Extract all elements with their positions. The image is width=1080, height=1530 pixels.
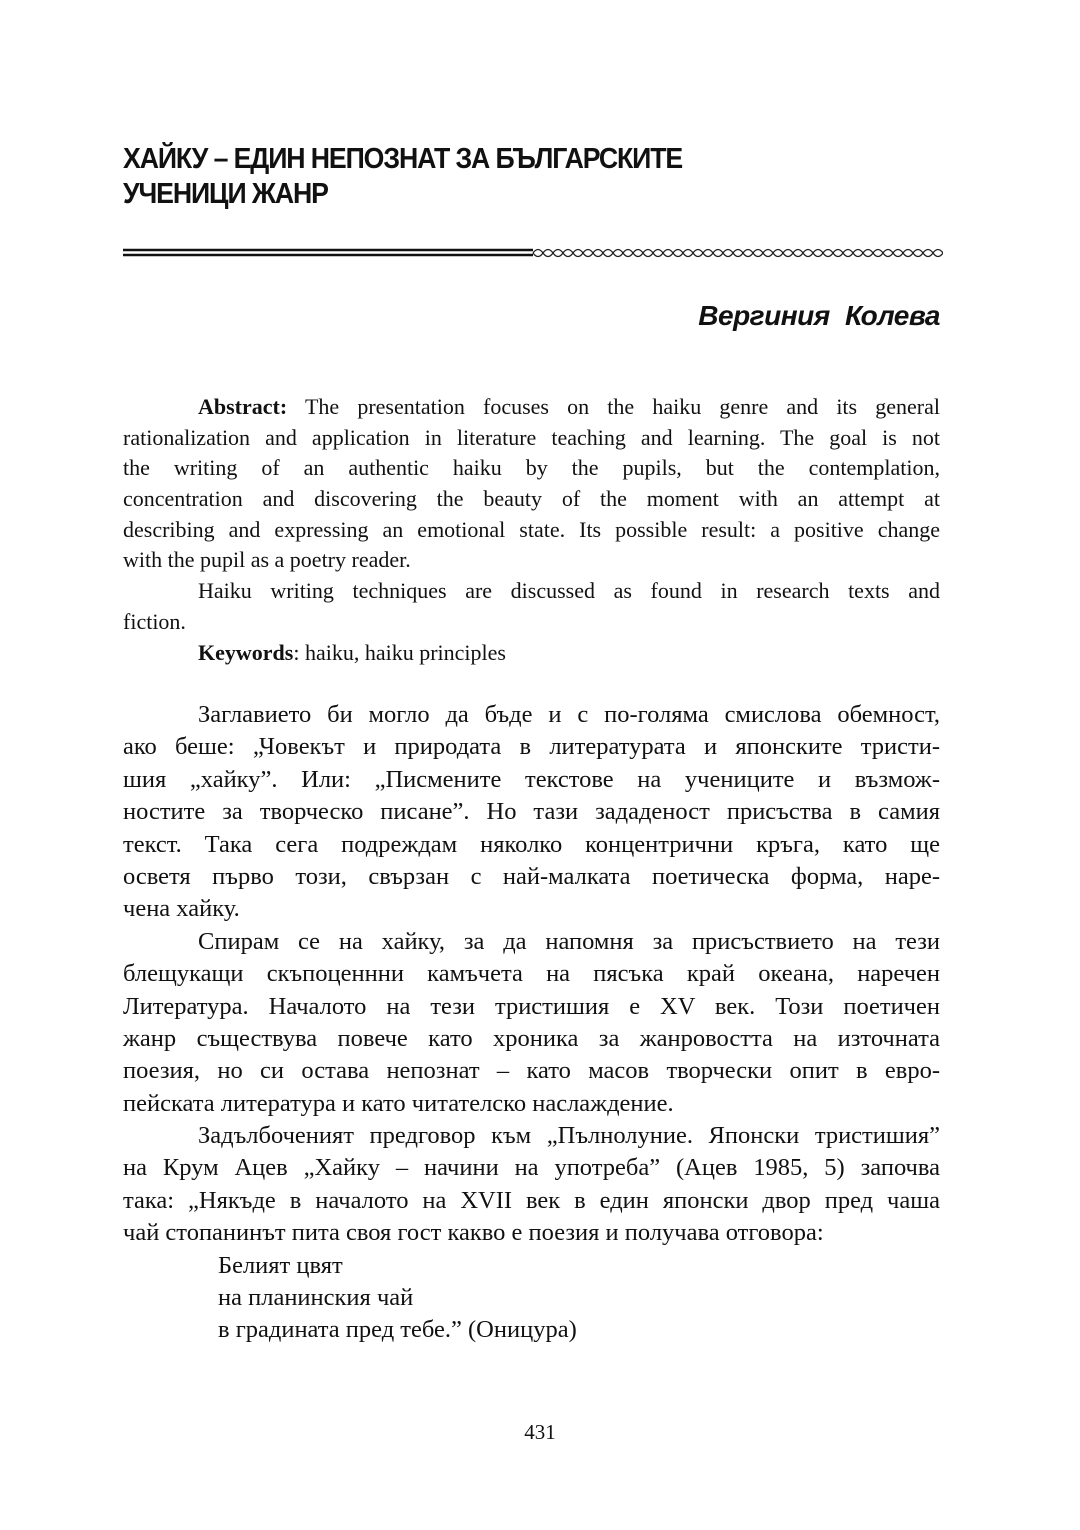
line-text: Заглавието би могло да бъде и с по-голяма смислова обемност,	[198, 701, 940, 728]
text-line	[123, 545, 940, 576]
text-line	[123, 991, 940, 1023]
line-text: Haiku writing techniques are discussed as found in research texts and	[198, 578, 940, 604]
line-text: fiction.	[123, 608, 186, 634]
text-line	[123, 1088, 940, 1120]
line-text: the writing of an authentic haiku by the pupils, but the contemplation,	[123, 455, 940, 481]
text-line	[123, 1055, 940, 1087]
line-text: Литература. Началото на тези тристишия е XV век. Този поетичен	[123, 992, 940, 1020]
line-text: with the pupil as a poetry reader.	[123, 547, 411, 573]
text-line	[123, 796, 940, 828]
line-text: блещукащи скъпоценнни камъчета на пясъка край океана, наречен	[123, 960, 940, 988]
line-text: Задълбоченият предговор към „Пълнолуние. Японски тристишия”	[198, 1122, 940, 1150]
poem-line	[123, 1282, 940, 1314]
text-line	[123, 699, 940, 731]
text-line	[123, 515, 940, 546]
text-line	[123, 607, 940, 638]
text-line	[123, 484, 940, 515]
line-text: пейската литература и като читателско наслаждение.	[123, 1089, 674, 1117]
text-line	[123, 731, 940, 763]
text-line	[123, 1152, 940, 1184]
line-text: чена хайку.	[123, 895, 240, 923]
line-text: describing and expressing an emotional state. Its possible result: a positive change	[123, 516, 940, 542]
text-line	[123, 423, 940, 454]
line-text: concentration and discovering the beauty of the moment with an attempt at	[123, 486, 940, 512]
line-text: в градината пред тебе.” (Оницура)	[218, 1316, 577, 1344]
line-text: Белият цвят	[218, 1251, 343, 1279]
text-line	[123, 1217, 940, 1249]
line-text: на планинския чай	[218, 1284, 414, 1312]
text-line	[123, 1120, 940, 1152]
decorative-rule	[123, 244, 943, 260]
article-title	[123, 142, 682, 212]
title-line-1: ХАЙКУ – ЕДИН НЕПОЗНАТ ЗА БЪЛГАРСКИТЕ	[123, 143, 683, 175]
bold-label: Keywords	[198, 639, 294, 665]
line-text: така: „Някъде в началото на XVII век в един японски двор пред чаша	[123, 1186, 940, 1214]
line-text: The presentation focuses on the haiku genre and its general	[287, 394, 940, 419]
line-text: на Крум Ацев „Хайку – начини на употреба” (Ацев 1985, 5) започва	[123, 1154, 940, 1182]
body-text	[123, 699, 940, 1347]
text-line	[123, 638, 940, 669]
text-line	[123, 893, 940, 925]
line-text: поезия, но си остава непознат – като масов творчески опит в евро-	[123, 1057, 940, 1085]
text-line	[123, 764, 940, 796]
text-line	[123, 1185, 940, 1217]
abstract	[123, 392, 940, 668]
line-text: жанр съществува повече като хроника за жанровостта на източната	[123, 1024, 940, 1052]
text-line	[123, 392, 940, 423]
page-number: 431	[524, 1420, 556, 1444]
poem-line	[123, 1250, 940, 1282]
line-text: шия „хайку”. Или: „Писмените текстове на учениците и възмож-	[123, 765, 940, 793]
text-line	[123, 1023, 940, 1055]
text-line	[123, 861, 940, 893]
text-line	[123, 576, 940, 607]
text-line	[123, 958, 940, 990]
line-text: ако беше: „Човекът и природата в литературата и японските тристи-	[123, 733, 940, 761]
line-text: текст. Така сега подреждам няколко концентрични кръга, като ще	[123, 830, 940, 858]
title-line-2: УЧЕНИЦИ ЖАНР	[123, 178, 328, 210]
line-text: : haiku, haiku principles	[293, 639, 506, 665]
text-line	[123, 829, 940, 861]
line-text: Спирам се на хайку, за да напомня за присъствието на тези	[198, 927, 940, 955]
line-text: осветя първо този, свързан с най-малката поетическа форма, наре-	[123, 862, 940, 890]
text-line	[123, 453, 940, 484]
line-text: rationalization and application in literature teaching and learning. The goal is not	[123, 424, 940, 450]
line-text: чай стопанинът пита своя гост какво е поезия и получава отговора:	[123, 1219, 824, 1247]
line-text: ностите за творческо писане”. Но тази зададеност присъства в самия	[123, 798, 940, 826]
author-name: Вергиния Колева	[698, 300, 940, 331]
poem-line	[123, 1314, 940, 1346]
text-line	[123, 926, 940, 958]
bold-label: Abstract:	[198, 394, 288, 419]
